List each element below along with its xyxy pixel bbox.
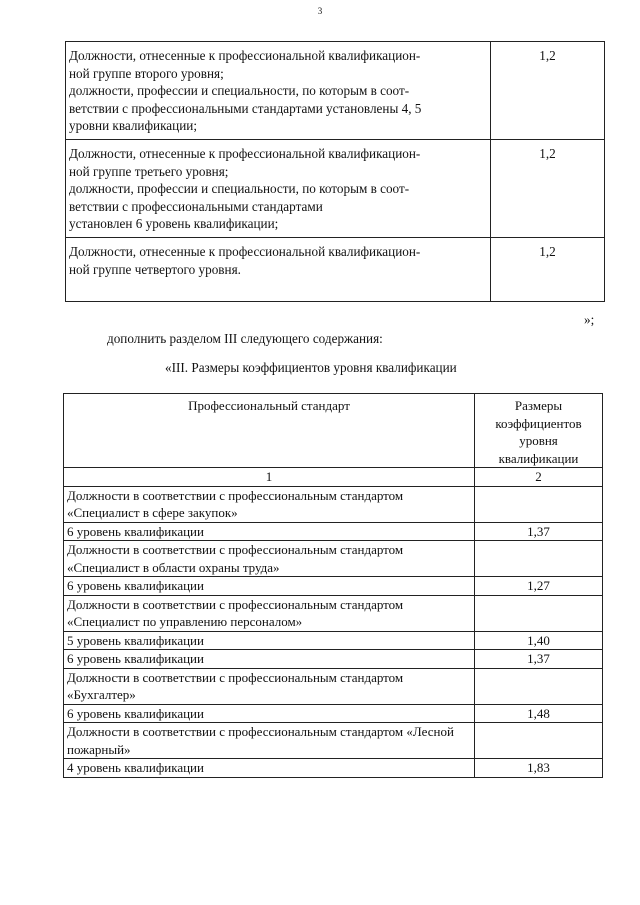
table-row (64, 631, 603, 650)
table-row (64, 595, 603, 631)
column-number: 2 (475, 468, 603, 487)
header-coefficient-size: Размеры коэффициентов уровня квалификации (475, 394, 603, 468)
qualification-level: 5 уровень квалификации (64, 631, 475, 650)
coefficient-value (475, 595, 603, 631)
table-row (66, 237, 605, 301)
table-header-row (64, 394, 603, 468)
coefficient-value (475, 541, 603, 577)
qualification-level: 6 уровень квалификации (64, 704, 475, 723)
coefficient-table (63, 393, 603, 778)
qualification-level: 6 уровень квалификации (64, 577, 475, 596)
amendment-text: дополнить разделом III следующего содержания: (107, 331, 383, 346)
table-row (64, 577, 603, 596)
column-number: 1 (64, 468, 475, 487)
coefficient-value: 1,27 (475, 577, 603, 596)
table-row (64, 668, 603, 704)
coefficient-value: 1,37 (475, 522, 603, 541)
table-row (64, 486, 603, 522)
column-number-row (64, 468, 603, 487)
section-title: «III. Размеры коэффициентов уровня квалификации (165, 360, 457, 375)
coefficient-value: 1,48 (475, 704, 603, 723)
qualification-level: 6 уровень квалификации (64, 650, 475, 669)
row-coefficient: 1,2 (491, 42, 605, 140)
row-description: Должности, отнесенные к профессиональной квалификацион- ной группе четвертого уровня. (66, 237, 491, 301)
qualification-level: 4 уровень квалификации (64, 759, 475, 778)
coefficient-value: 1,83 (475, 759, 603, 778)
coefficient-value: 1,40 (475, 631, 603, 650)
standard-name: Должности в соответствии с профессиональным стандартом «Бухгалтер» (64, 668, 475, 704)
table-row (64, 723, 603, 759)
coefficient-value (475, 486, 603, 522)
row-coefficient: 1,2 (491, 139, 605, 237)
coefficient-value (475, 723, 603, 759)
row-coefficient: 1,2 (491, 237, 605, 301)
coefficient-value: 1,37 (475, 650, 603, 669)
table-row (64, 704, 603, 723)
table-row (66, 42, 605, 140)
standard-name: Должности в соответствии с профессиональным стандартом «Специалист в области охраны труда» (64, 541, 475, 577)
row-description: Должности, отнесенные к профессиональной квалификацион- ной группе третьего уровня; должности, профессии и специальности, по которым в соот- ветствии с профессиональными стандартами установлен 6 уровень квалификации; (66, 139, 491, 237)
standard-name: Должности в соответствии с профессиональным стандартом «Специалист в сфере закупок» (64, 486, 475, 522)
header-professional-standard: Профессиональный стандарт (64, 394, 475, 468)
coefficient-value (475, 668, 603, 704)
standard-name: Должности в соответствии с профессиональным стандартом «Специалист по управлению персоналом» (64, 595, 475, 631)
row-description: Должности, отнесенные к профессиональной квалификацион- ной группе второго уровня; должности, профессии и специальности, по которым в соот- ветствии с профессиональными стандартами установлены 4, 5 уровни квалификации; (66, 42, 491, 140)
table-row (64, 522, 603, 541)
table-row (66, 139, 605, 237)
qualification-group-table (65, 41, 605, 302)
page-number: 3 (317, 6, 323, 16)
table-row (64, 759, 603, 778)
standard-name: Должности в соответствии с профессиональным стандартом «Лесной пожарный» (64, 723, 475, 759)
closing-quote: »; (584, 312, 595, 327)
qualification-level: 6 уровень квалификации (64, 522, 475, 541)
table-row (64, 650, 603, 669)
table-row (64, 541, 603, 577)
